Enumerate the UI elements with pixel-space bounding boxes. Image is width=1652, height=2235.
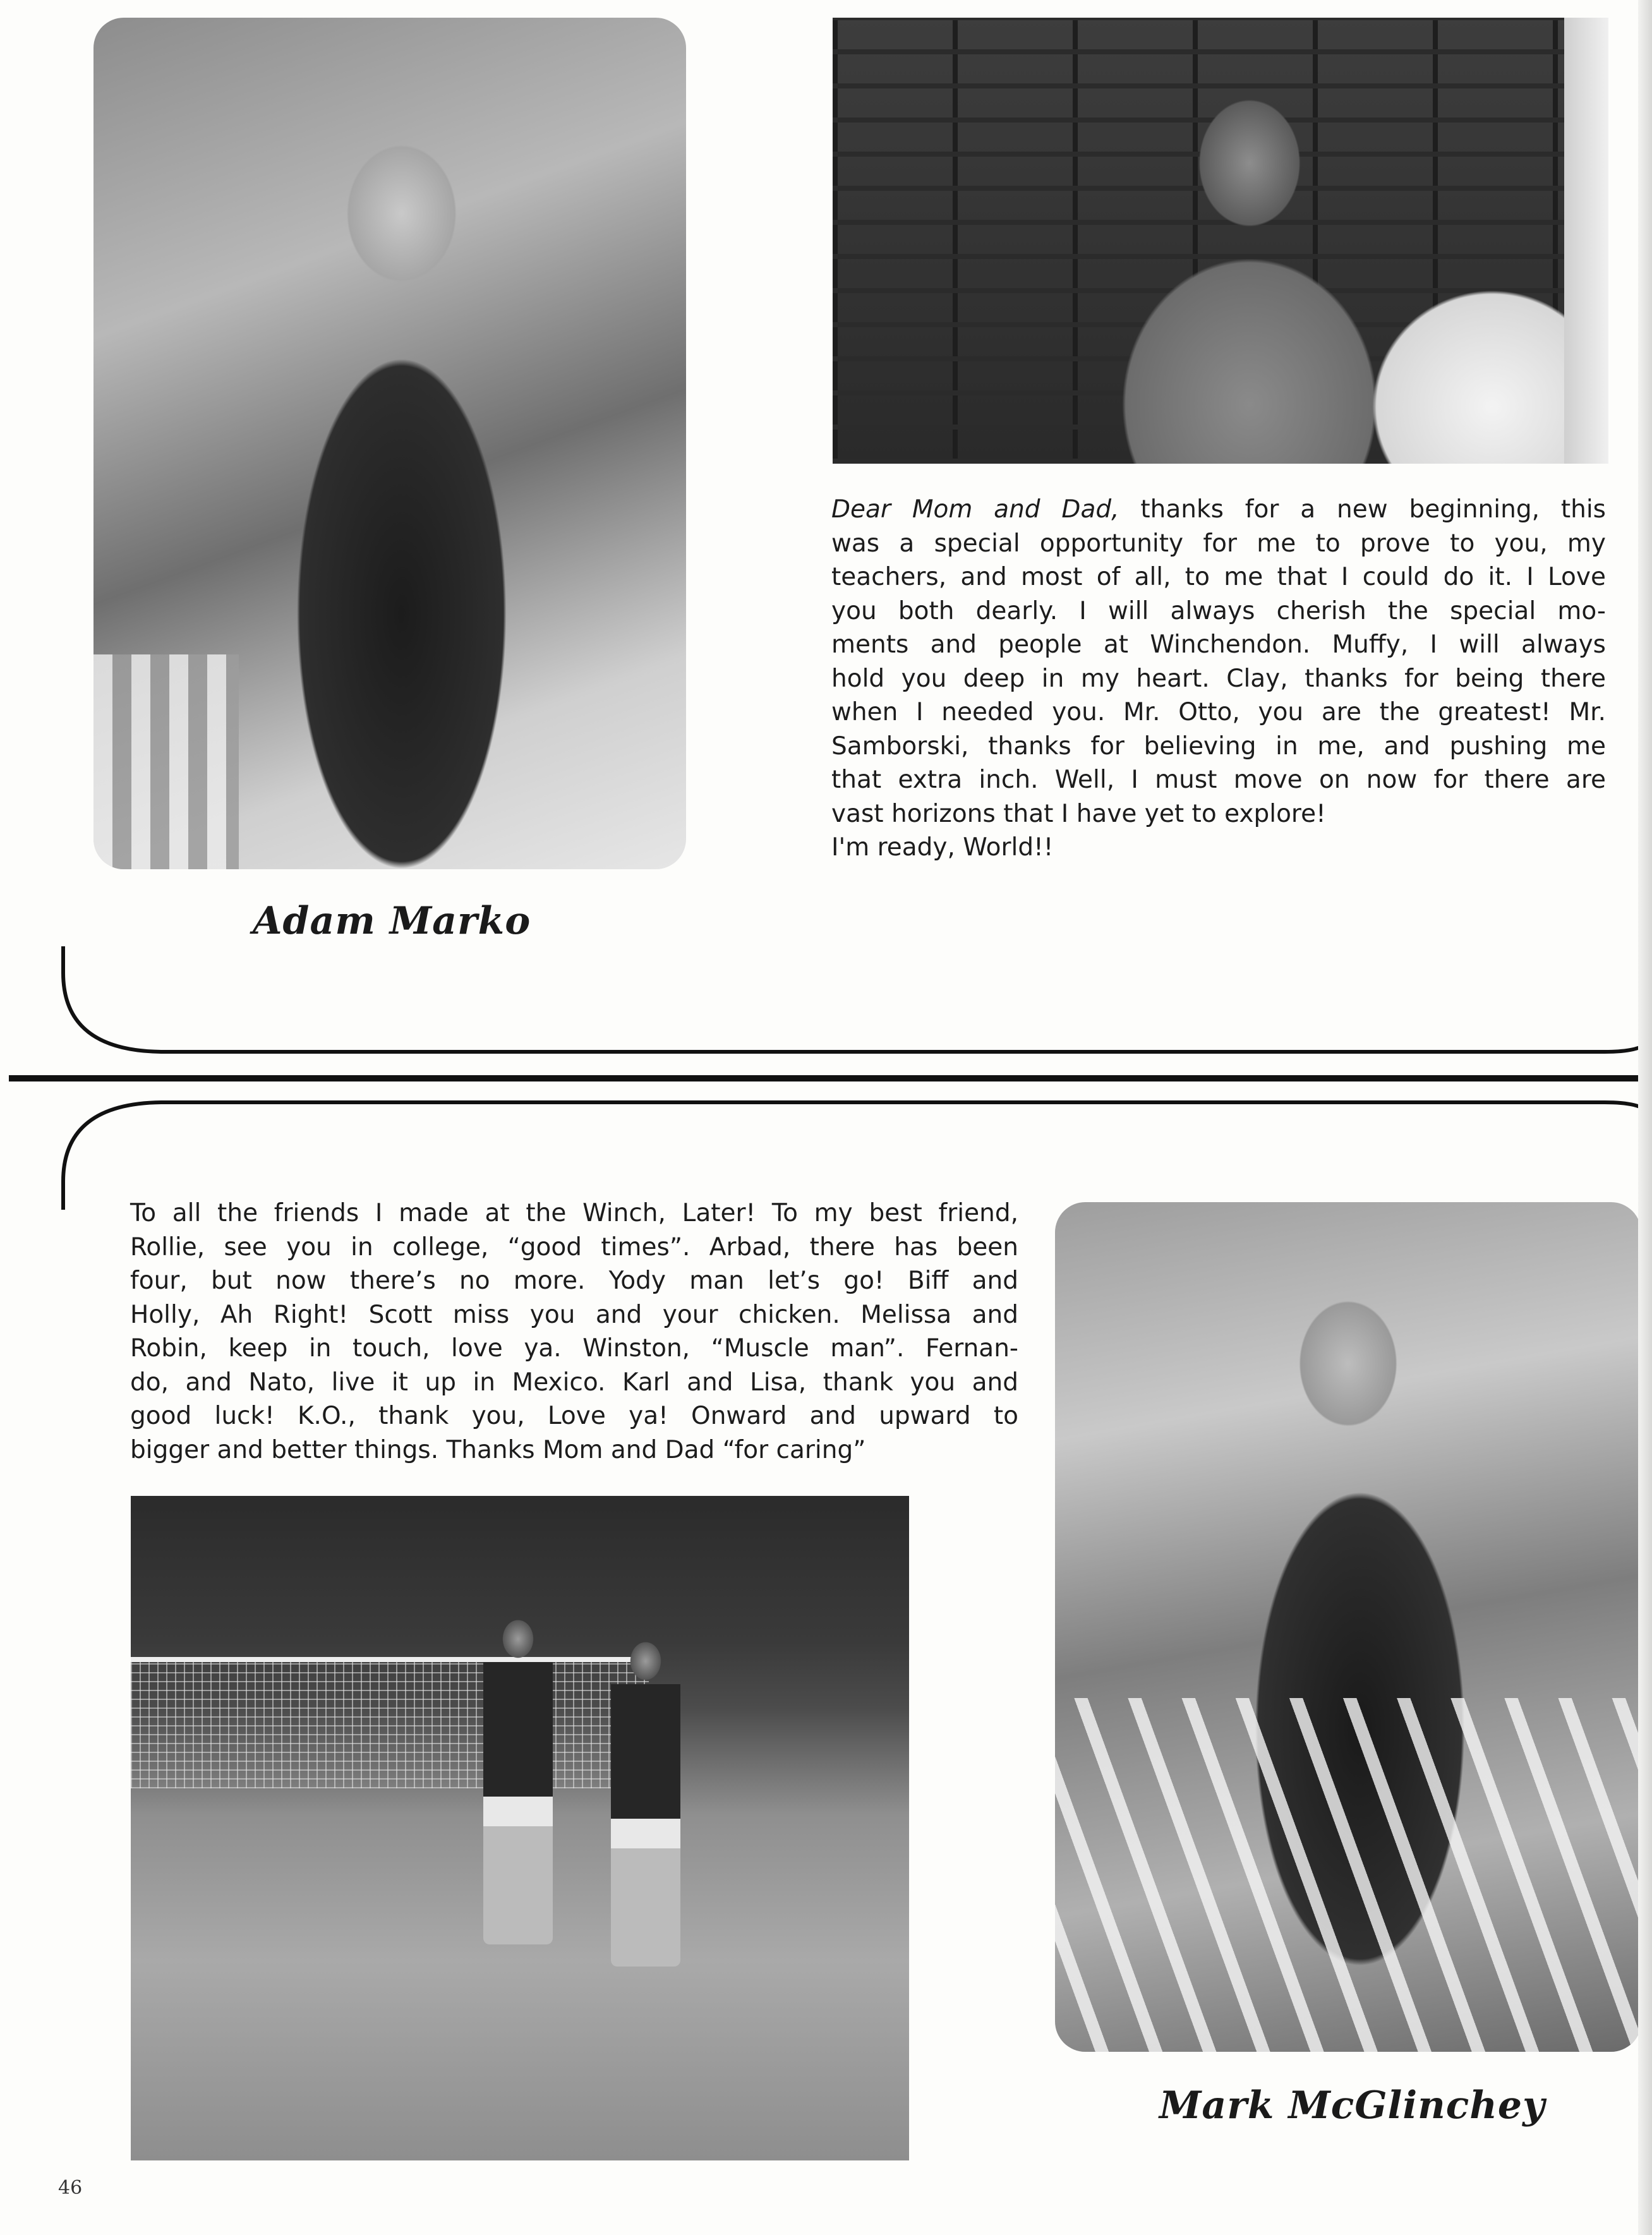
soccer-player [483, 1616, 553, 1944]
message-line: To all the friends I made at the Winch, Later! To my best friend, [130, 1199, 1018, 1227]
message-line: do, and Nato, live it up in Mexico. Karl and Lisa, thank you and [130, 1368, 1018, 1397]
message-line: teachers, and most of all, to me that I could do it. I Love [831, 563, 1606, 591]
soccer-goal-net [131, 1657, 649, 1788]
message-line: when I needed you. Mr. Otto, you are the greatest! Mr. [831, 698, 1606, 726]
senior-name-mark-mcglinchey: Mark McGlinchey [1159, 2083, 1545, 2128]
message-line: ments and people at Winchendon. Muffy, I will always [831, 630, 1606, 659]
message-line: you both dearly. I will always cherish the special mo- [831, 596, 1606, 625]
message-line: vast horizons that I have yet to explore! [831, 799, 1326, 828]
message-line: hold you deep in my heart. Clay, thanks for being there [831, 664, 1606, 693]
page-binding-edge [1638, 0, 1652, 2235]
message-line: Rollie, see you in college, “good times”. Arbad, there has been [130, 1232, 1018, 1262]
senior-name-adam-marko: Adam Marko [253, 899, 531, 943]
senior-message-mark-mcglinchey [130, 1196, 1018, 1467]
page-number: 46 [58, 2177, 83, 2199]
message-line: Dear Mom and Dad, thanks for a new beginning, this [831, 495, 1606, 524]
divider-rule [9, 1075, 1652, 1081]
bracket-line-bottom [63, 1102, 1649, 1210]
message-line: was a special opportunity for me to prove to you, my [831, 529, 1606, 558]
message-line: good luck! K.O., thank you, Love ya! Onward and upward to [130, 1402, 1018, 1430]
message-line: bigger and better things. Thanks Mom and Dad “for caring” [130, 1435, 866, 1464]
porch-railing [1055, 1698, 1641, 2052]
soccer-player [611, 1638, 680, 1967]
message-line: Holly, Ah Right! Scott miss you and your chicken. Melissa and [130, 1300, 1018, 1329]
portrait-photo-mark-mcglinchey [1055, 1202, 1641, 2052]
message-line: Samborski, thanks for believing in me, and pushing me [831, 732, 1606, 761]
candid-photo-soccer-field [131, 1496, 909, 2160]
message-line: that extra inch. Well, I must move on now for there are [831, 766, 1606, 794]
message-line: Robin, keep in touch, love ya. Winston, “Muscle man”. Fernan- [130, 1334, 1018, 1363]
bracket-line-top [63, 946, 1649, 1052]
message-line: four, but now there’s no more. Yody man let’s go! Biff and [130, 1267, 1018, 1295]
message-line: I'm ready, World!! [831, 833, 1054, 862]
